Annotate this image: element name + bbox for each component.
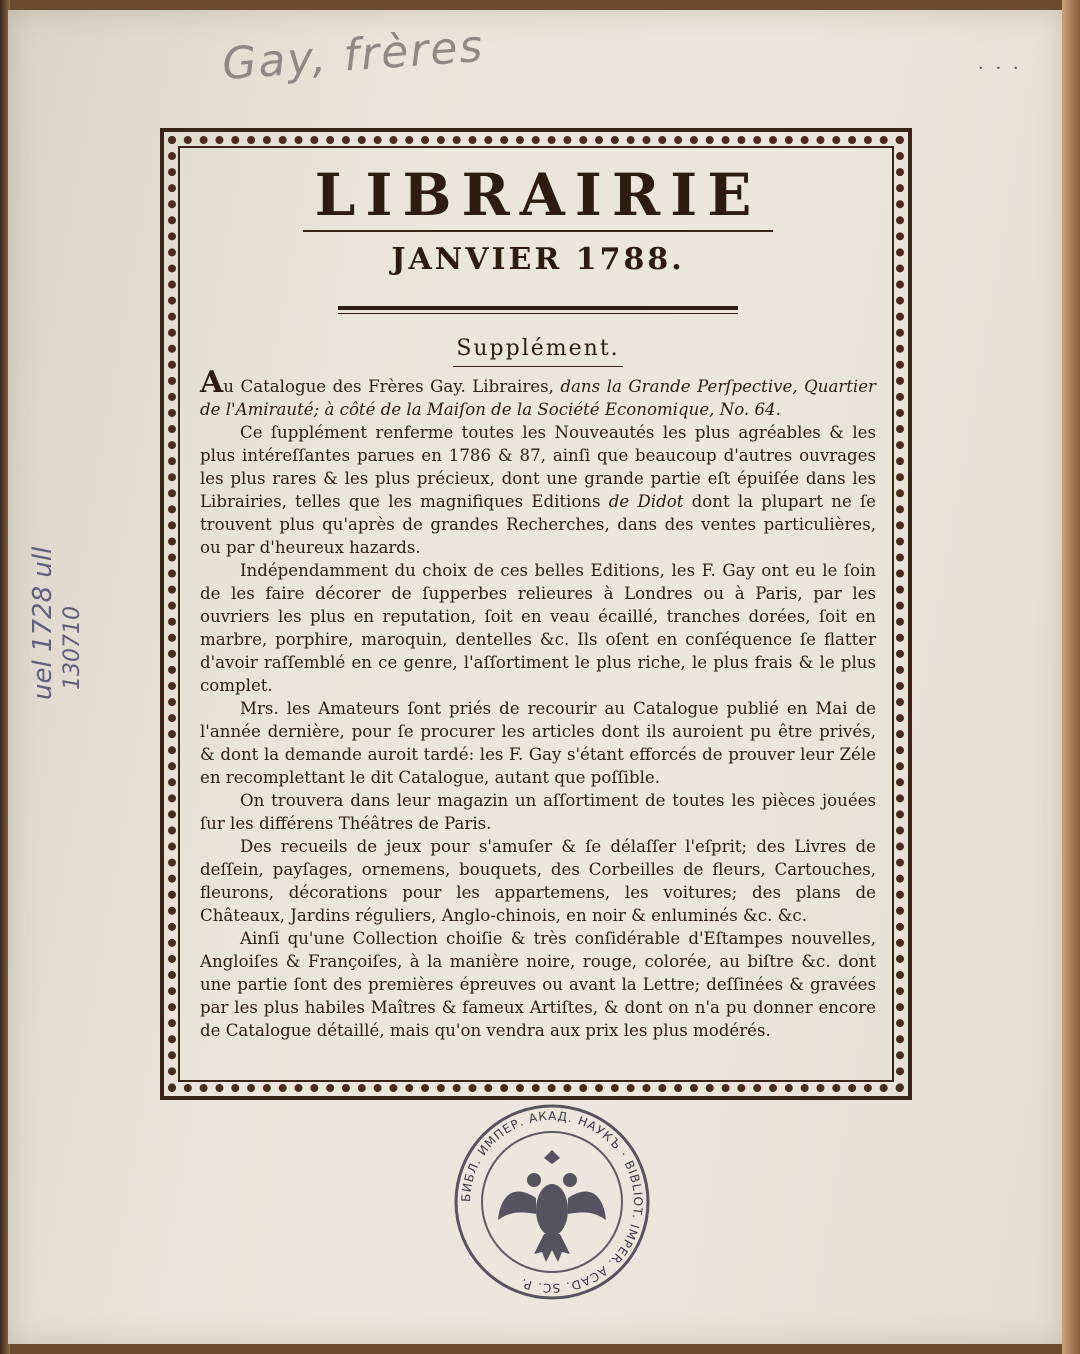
stamp-text: БИБЛ. ИМПЕР. АКАД. НАУКЪ · BIBLIOT. IMPER. ACAD. SC. P. bbox=[458, 1108, 646, 1296]
handwritten-note: Gay, frères bbox=[220, 20, 486, 91]
title-rule bbox=[303, 230, 773, 232]
paragraph-3: Mrs. les Amateurs ſont priés de recourir au Catalogue publié en Mai de l'année dernière, pour ſe procurer les articles dont ils auroient pu être privés, & dont la demande auroit tardé: les F. Gay s'étant efforcés de prouver leur Zéle en recomplettant le dit Catalogue, autant que poſſible. bbox=[200, 699, 876, 787]
paragraph-1 bbox=[200, 421, 876, 559]
page-subtitle: JANVIER 1788. bbox=[391, 242, 685, 277]
paragraph-1-didot: de Didot bbox=[608, 492, 684, 511]
ink-dots: · · · bbox=[978, 58, 1022, 79]
paragraph-5: Des recueils de jeux pour s'amuſer & ſe délaſſer l'eſprit; des Livres de deſſein, payſages, ornemens, bouquets, des Corbeilles de fleurs, Cartouches, fleurons, décorations pour les appartemens, les voitures; des plans de Châteaux, Jardins réguliers, Anglo-chinois, en noir & enluminés &c. &c. bbox=[200, 837, 876, 925]
paragraph-1-text-b: dont la plupart ne ſe trouvent plus qu'après de grandes Recherches, dans des ventes particulières, ou par d'heureux hazards. bbox=[200, 492, 876, 557]
paragraph-1-text-a: Ce ſupplément renferme toutes les Nouveautés les plus agréables & les plus intéreſſantes parues en 1786 & 87, ainſi que beaucoup d'autres ouvrages les plus rares & les plus précieux, dont une grande partie eſt épuiſée dans les Librairies, telles que les magnifiques Editions bbox=[200, 423, 876, 511]
double-headed-eagle-icon bbox=[498, 1150, 606, 1262]
heading-rule bbox=[453, 366, 623, 367]
paragraph-intro bbox=[200, 365, 876, 421]
book-edge bbox=[1062, 0, 1080, 1354]
intro-text: u Catalogue des Frères Gay. Libraires, bbox=[223, 377, 561, 396]
margin-note-shelfmark: uel 1728 ull bbox=[28, 546, 58, 700]
paragraph-2: Indépendamment du choix de ces belles Editions, les F. Gay ont eu le ſoin de les faire décorer de ſupperbes relieures à Londres ou à Paris, par les ouvriers les plus en reputation, ſoit en veau écaillé, tranches dorées, ſoit en marbre, porphire, maroquin, dentelles &c. Ils oſent en conſéquence ſe flatter d'avoir raſſemblé en ce genre, l'aſſortiment le plus riche, le plus frais & le plus complet. bbox=[200, 561, 876, 695]
double-rule-divider bbox=[338, 306, 738, 314]
intro-address: dans la Grande Perſpective, Quartier de l'Amirauté; à côté de la Maiſon de la Société Economique, No. 64. bbox=[200, 377, 876, 419]
paragraph-4: On trouvera dans leur magazin un aſſortiment de toutes les pièces jouées ſur les différens Théâtres de Paris. bbox=[200, 791, 876, 833]
paragraph-6: Ainſi qu'une Collection choiſie & très conſidérable d'Eſtampes nouvelles, Angloiſes & Françoiſes, à la manière noire, rouge, colorée, au biſtre &c. dont une partie ſont des premières épreuves ou avant la Lettre; deſſinées & gravées par les plus habiles Maîtres & fameux Artiſtes, & dont on n'a pu donner encore de Catalogue détaillé, mais qu'on vendra aux prix les plus modérés. bbox=[200, 929, 876, 1040]
section-heading: Supplément. bbox=[456, 336, 620, 361]
page-title: LIBRAIRIE bbox=[314, 161, 762, 229]
margin-note-number: 130710 bbox=[60, 606, 85, 690]
library-stamp bbox=[452, 1102, 652, 1302]
body-text bbox=[200, 365, 876, 1042]
drop-cap: A bbox=[200, 365, 224, 400]
document-content bbox=[200, 150, 876, 1042]
